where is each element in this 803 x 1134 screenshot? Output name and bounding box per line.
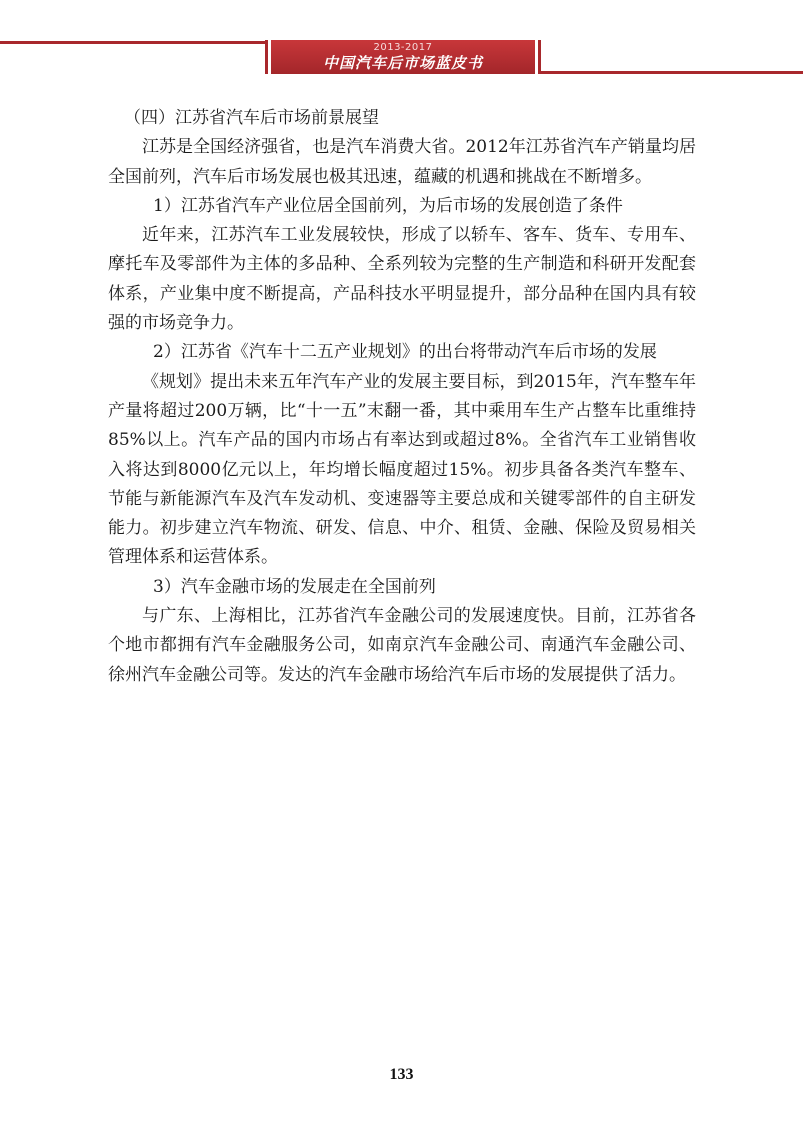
paragraph-2: 《规划》提出未来五年汽车产业的发展主要目标，到2015年，汽车整车年产量将超过200万辆，比“十一五”末翻一番，其中乘用车生产占整车比重维持85%以上。汽车产品的国内市场占有率达到或超过8%。全省汽车工业销售收入将达到8000亿元以上，年均增长幅度超过15%。初步具备各类汽车整车、节能与新能源汽车及汽车发动机、变速器等主要总成和关键零部件的自主研发能力。初步建立汽车物流、研发、信息、中介、租赁、金融、保险及贸易相关管理体系和运营体系。	[108, 371, 696, 568]
subheading-1: 1）江苏省汽车产业位居全国前列，为后市场的发展创造了条件	[153, 195, 623, 216]
subheading-2: 2）江苏省《汽车十二五产业规划》的出台将带动汽车后市场的发展	[153, 342, 657, 363]
intro-paragraph: 江苏是全国经济强省，也是汽车消费大省。2012年江苏省汽车产销量均居全国前列，汽车后市场发展也极其迅速，蕴藏的机遇和挑战在不断增多。	[108, 137, 696, 187]
page-number: 133	[389, 1066, 414, 1083]
banner-years: 2013-2017	[373, 42, 433, 53]
banner-fill	[271, 40, 535, 74]
banner-bar-left	[265, 40, 268, 74]
section-heading: （四）江苏省汽车后市场前景展望	[124, 108, 379, 128]
banner-bar-right	[538, 40, 541, 74]
paragraph-1: 近年来，江苏汽车工业发展较快，形成了以轿车、客车、货车、专用车、摩托车及零部件为主体的多品种、全系列较为完整的生产制造和科研开发配套体系，产业集中度不断提高，产品科技水平明显提升，部分品种在国内具有较强的市场竞争力。	[108, 225, 696, 334]
header-banner	[265, 40, 541, 74]
banner-title: 中国汽车后市场蓝皮书	[322, 54, 483, 72]
subheading-3: 3）汽车金融市场的发展走在全国前列	[153, 576, 436, 597]
header-rule-left	[0, 41, 265, 44]
page-body	[108, 104, 696, 690]
header-rule-right	[540, 71, 803, 74]
paragraph-3: 与广东、上海相比，江苏省汽车金融公司的发展速度快。目前，江苏省各个地市都拥有汽车金融服务公司，如南京汽车金融公司、南通汽车金融公司、徐州汽车金融公司等。发达的汽车金融市场给汽车后市场的发展提供了活力。	[108, 606, 696, 685]
